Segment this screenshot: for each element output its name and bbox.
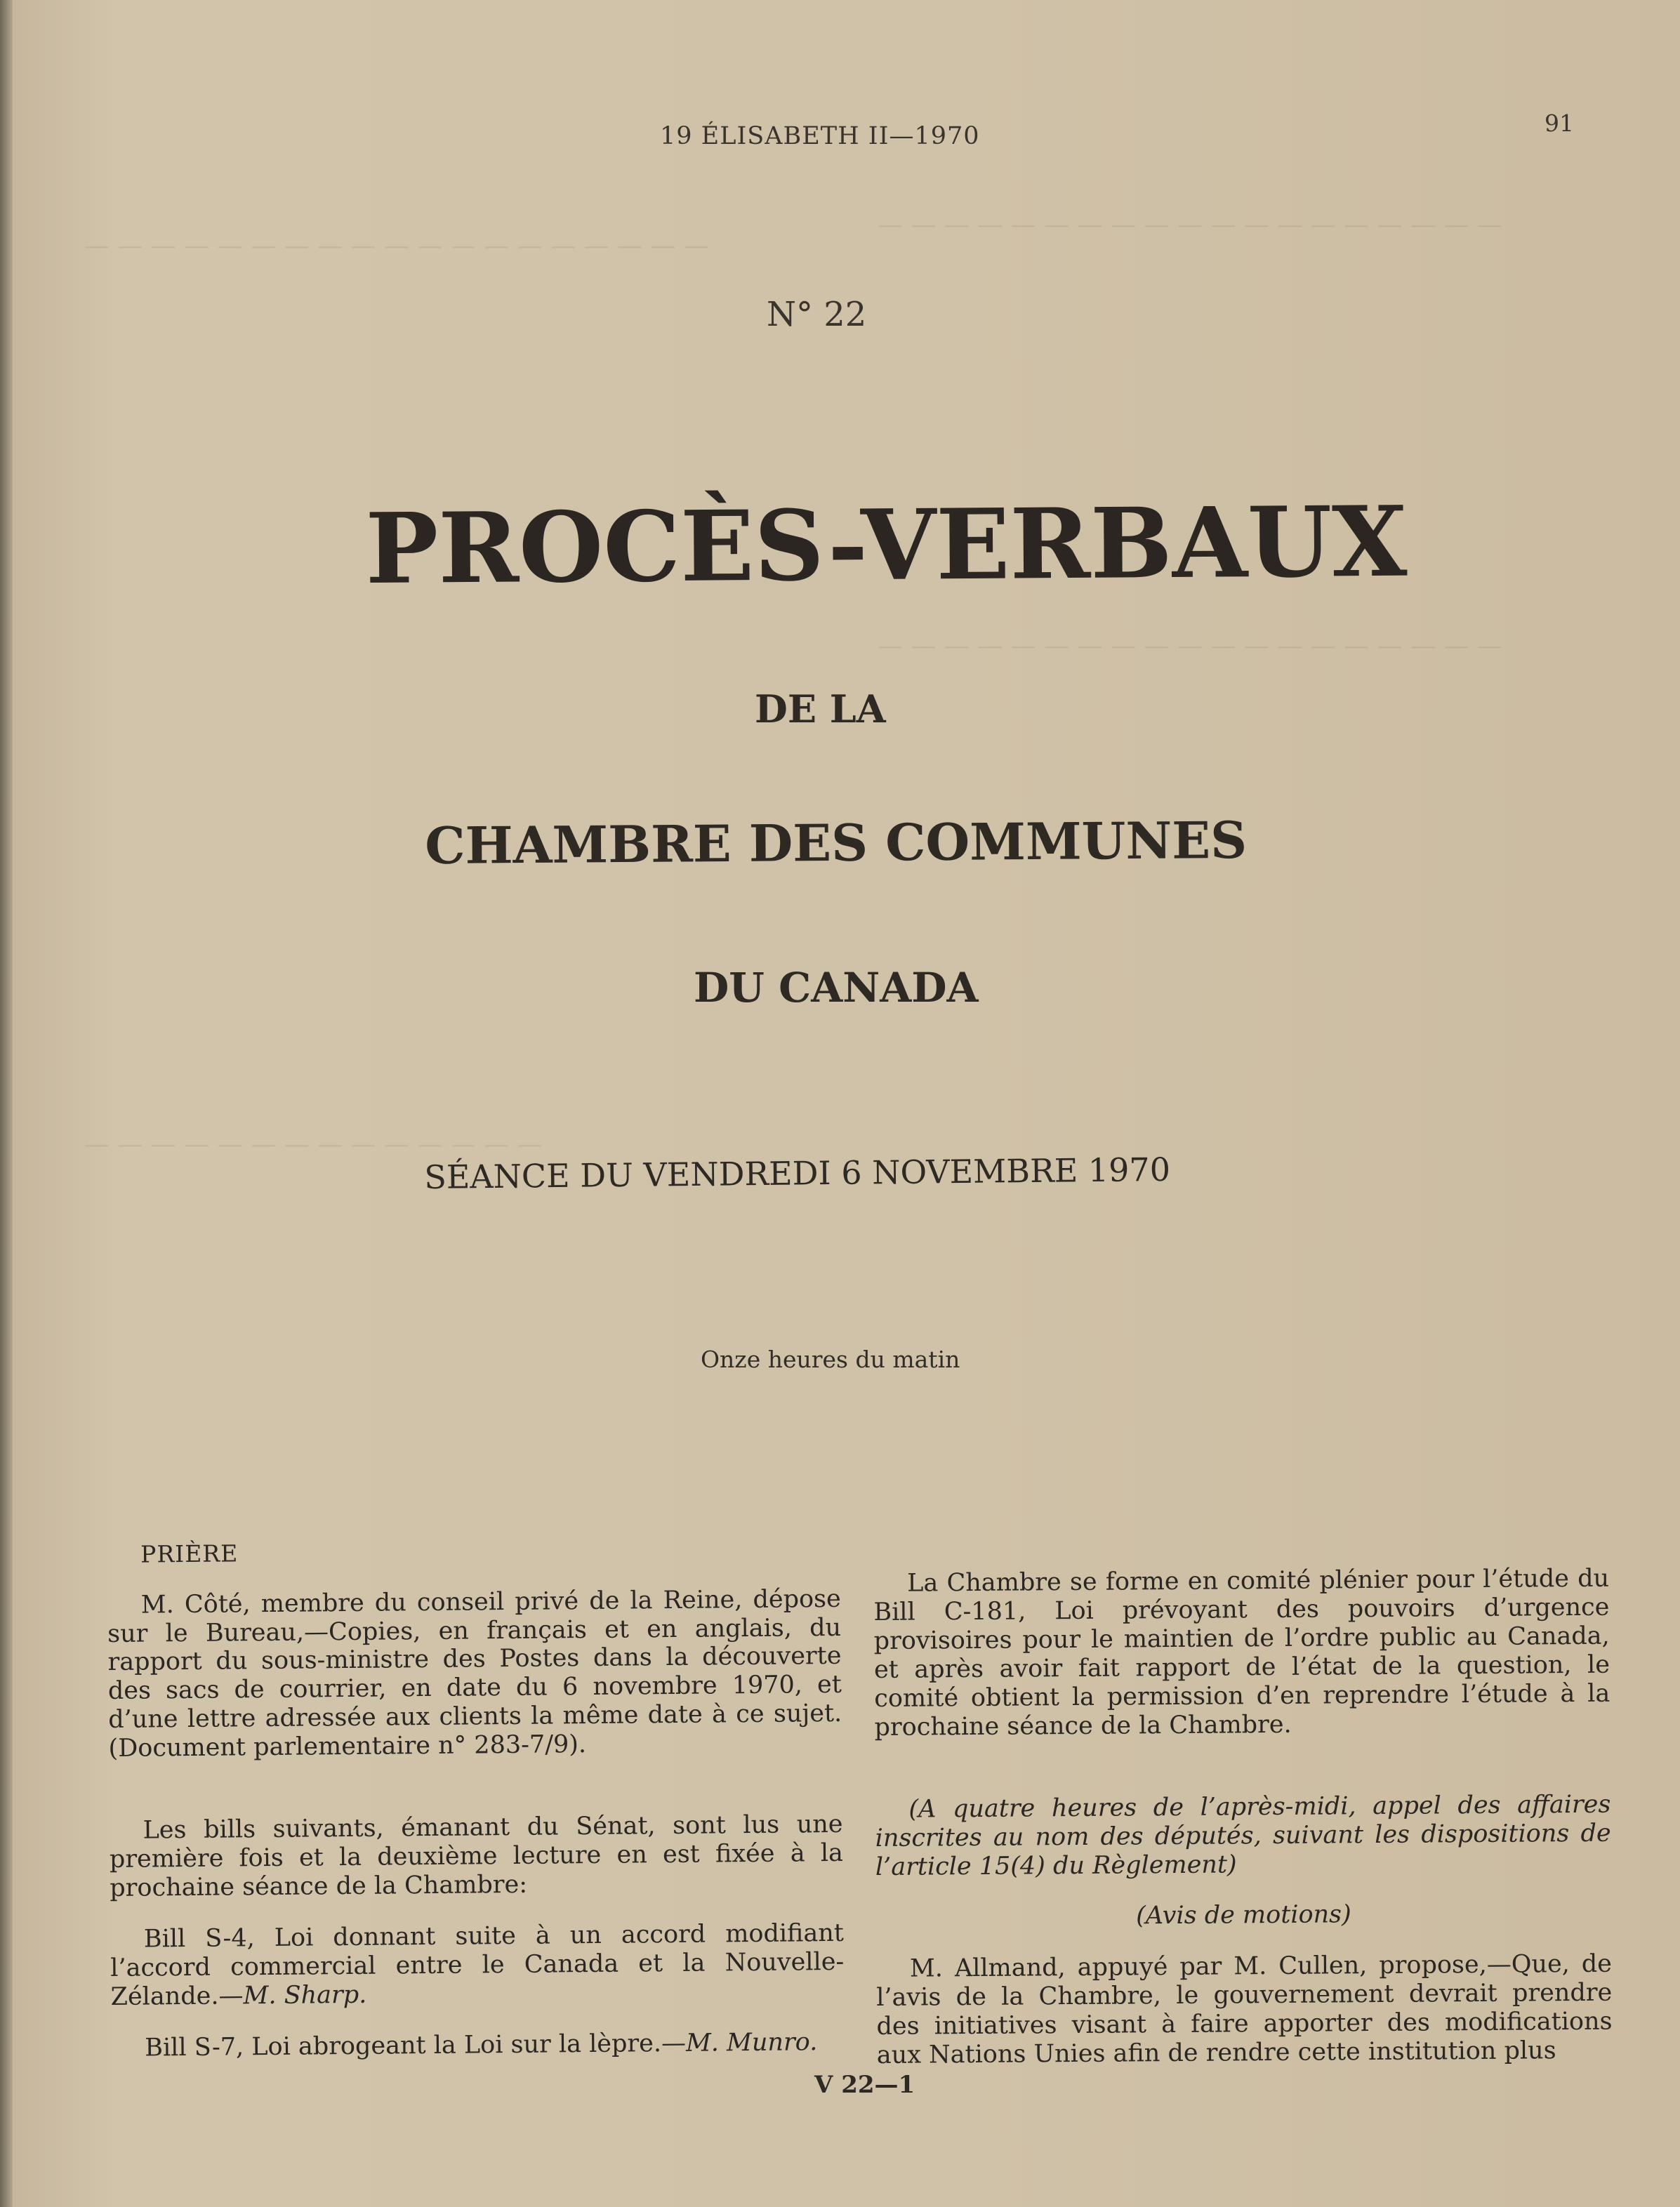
- page-title: PROCÈS-VERBAUX: [365, 484, 1408, 606]
- session-time: Onze heures du matin: [701, 1346, 960, 1373]
- notice-heading: (Avis de motions): [1136, 1900, 1351, 1930]
- show-through-text: — — — — — — — — — — — — — — — — — — —: [878, 211, 1502, 239]
- show-through-text: — — — — — — — — — — — — — — — — — — —: [84, 232, 709, 260]
- section-heading-priere: PRIÈRE: [140, 1539, 239, 1568]
- bill-text: Bill S-7, Loi abrogeant la Loi sur la lèpre.—: [145, 2029, 687, 2062]
- title-chambre: CHAMBRE DES COMMUNES: [425, 809, 1248, 875]
- title-de-la: DE LA: [755, 687, 886, 731]
- left-column: [107, 1535, 845, 2086]
- issue-number: N° 22: [767, 295, 867, 334]
- italic-note: (A quatre heures de l’après-midi, appel des affaires inscrites au nom des députés, suivant les dispositions de l’article 15(4) du Règlement): [875, 1790, 1611, 1881]
- bill-entry: [110, 1919, 845, 2012]
- paragraph-senate-bills: Les bills suivants, émanant du Sénat, sont lus une première fois et la deuxième lecture en est fixée à la prochaine séance de la Chambre:: [109, 1810, 844, 1903]
- bill-sponsor: M. Munro.: [685, 2028, 818, 2057]
- title-canada: DU CANADA: [694, 964, 979, 1012]
- bill-text: Bill S-4, Loi donnant suite à un accord modifiant l’accord commercial entre le Canada et la Nouvelle-Zélande.—: [110, 1918, 845, 2011]
- bill-sponsor: M. Sharp.: [243, 1980, 367, 2010]
- signature-mark: V 22—1: [814, 2071, 915, 2099]
- show-through-text: — — — — — — — — — — — — — — — — — — —: [878, 632, 1502, 661]
- paragraph-committee: La Chambre se forme en comité plénier pour l’étude du Bill C-181, Loi prévoyant des pouvoirs d’urgence provisoires pour le maintien de l’ordre public au Canada, et après avoir fait rapport de l’état de la question, le comité obtient la permission d’en reprendre l’étude à la prochaine séance de la Chambre.: [873, 1564, 1610, 1742]
- paragraph-tabling: M. Côté, membre du conseil privé de la Reine, dépose sur le Bureau,—Copies, en français et en anglais, du rapport du sous-ministre des Postes dans la découverte des sacs de courrier, en date du 6 novembre 1970, et d’une lettre adressée aux clients la même date à ce sujet. (Document parlementaire n° 283-7/9).: [107, 1584, 842, 1763]
- paragraph-motion: M. Allmand, appuyé par M. Cullen, propose,—Que, de l’avis de la Chambre, le gouvernement devrait prendre des initiatives visant à faire apporter des modifications aux Nations Unies afin de rendre cette institution plus: [876, 1950, 1613, 2070]
- session-heading: SÉANCE DU VENDREDI 6 NOVEMBRE 1970: [424, 1150, 1171, 1196]
- header-reign-year: 19 ÉLISABETH II—1970: [660, 122, 980, 150]
- right-column: [873, 1565, 1613, 2093]
- show-through-text: — — — — — — — — — — — — — —: [84, 1130, 543, 1159]
- binding-edge: [0, 0, 13, 2207]
- bill-entry: [111, 2028, 845, 2063]
- page-number: 91: [1545, 110, 1574, 137]
